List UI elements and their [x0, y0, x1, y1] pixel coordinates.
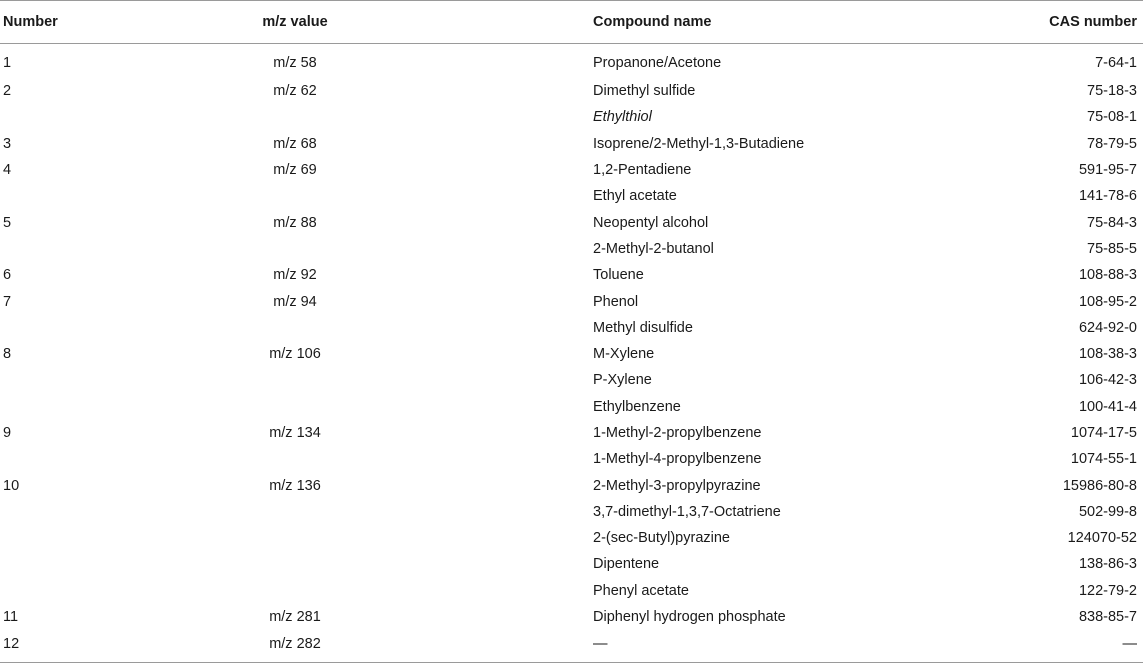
- table-row: [0, 183, 1143, 209]
- cell-compound-name: 2-Methyl-2-butanol: [593, 240, 714, 257]
- cell-cas-number: 1074-17-5: [1070, 425, 1137, 441]
- cell-compound-name: Phenol: [593, 293, 639, 310]
- cell-number: 4: [3, 162, 12, 179]
- cell-number: 12: [0, 630, 195, 663]
- cell-compound-name: Ethylthiol: [593, 109, 652, 126]
- cell-cas-number: 75-08-1: [1087, 109, 1137, 126]
- table-header: [0, 1, 1143, 44]
- cell-compound-name: Diphenyl hydrogen phosphate: [593, 609, 786, 626]
- cell-number: 6: [3, 267, 12, 284]
- cell-mz-value: [195, 446, 395, 472]
- cell-mz-value: m/z 94: [273, 293, 317, 310]
- table-row: [0, 604, 1143, 630]
- cell-mz-value: m/z 282: [195, 630, 395, 663]
- cell-compound-name: Phenyl acetate: [593, 582, 689, 599]
- table-row: [0, 315, 1143, 341]
- cell-number: [0, 446, 195, 472]
- cell-compound-name: Methyl disulfide: [593, 319, 693, 336]
- header-mz-value: m/z value: [195, 1, 395, 44]
- cell-cas-number: 108-38-3: [1078, 346, 1137, 363]
- cell-compound-name: Toluene: [593, 267, 644, 284]
- table-row: [0, 104, 1143, 130]
- cell-cas-number: 7-64-1: [1095, 55, 1137, 71]
- cell-mz-value: m/z 92: [273, 267, 317, 284]
- cell-mz-value: [195, 394, 395, 420]
- cell-mz-value: [195, 183, 395, 209]
- table-body: [0, 44, 1143, 663]
- cell-mz-value: [195, 578, 395, 604]
- table-row: [0, 525, 1143, 551]
- cell-cas-number: 1074-55-1: [1070, 451, 1137, 468]
- cell-number: [0, 367, 195, 393]
- cell-cas-number: 122-79-2: [1078, 582, 1137, 599]
- cell-compound-name: Ethylbenzene: [593, 398, 681, 415]
- cell-cas-number: 838-85-7: [1078, 609, 1137, 626]
- cell-compound-name: P-Xylene: [593, 372, 652, 389]
- table-row: [0, 288, 1143, 314]
- cell-number: [0, 499, 195, 525]
- cell-cas-number: 624-92-0: [1078, 319, 1137, 336]
- table-row: [0, 472, 1143, 498]
- cell-number: [0, 104, 195, 130]
- table-row: [0, 78, 1143, 104]
- cell-mz-value: [195, 367, 395, 393]
- cell-number: [0, 394, 195, 420]
- cell-cas-number: 75-84-3: [1087, 214, 1137, 231]
- cell-number: 2: [3, 83, 12, 100]
- cell-compound-name: Dimethyl sulfide: [593, 83, 696, 100]
- cell-cas-number: 138-86-3: [1078, 556, 1137, 573]
- cell-cas-number: 124070-52: [1067, 530, 1137, 547]
- cell-compound-name: 2-Methyl-3-propylpyrazine: [593, 477, 761, 494]
- cell-mz-value: [195, 499, 395, 525]
- cell-number: [0, 578, 195, 604]
- cell-number: [0, 551, 195, 577]
- cell-compound-name: Dipentene: [593, 556, 660, 573]
- header-number: Number: [0, 1, 195, 44]
- cell-compound-name: Isoprene/2-Methyl-1,3-Butadiene: [593, 135, 805, 152]
- cell-number: 7: [3, 293, 12, 310]
- cell-number: 1: [3, 55, 12, 71]
- cell-compound-name: Neopentyl alcohol: [593, 214, 709, 231]
- cell-cas-number: 78-79-5: [1087, 135, 1137, 152]
- table-row: [0, 157, 1143, 183]
- table-row: [0, 578, 1143, 604]
- cell-cas-number: 108-88-3: [1078, 267, 1137, 284]
- cell-mz-value: [195, 551, 395, 577]
- cell-cas-number: 502-99-8: [1078, 503, 1137, 520]
- table-row: [0, 131, 1143, 157]
- cell-mz-value: m/z 62: [273, 83, 317, 100]
- cell-mz-value: [195, 236, 395, 262]
- cell-compound-name: 3,7-dimethyl-1,3,7-Octatriene: [593, 503, 781, 520]
- cell-mz-value: m/z 58: [273, 55, 317, 71]
- table-row: [0, 44, 1143, 79]
- cell-mz-value: [195, 315, 395, 341]
- cell-number: 8: [3, 346, 12, 363]
- cell-number: [0, 236, 195, 262]
- cell-cas-number: 106-42-3: [1078, 372, 1137, 389]
- cell-number: 5: [3, 214, 12, 231]
- table-row: [0, 394, 1143, 420]
- cell-cas-number: 108-95-2: [1078, 293, 1137, 310]
- cell-mz-value: [195, 525, 395, 551]
- cell-mz-value: m/z 69: [273, 162, 317, 179]
- cell-number: 3: [3, 135, 12, 152]
- cell-compound-name: Ethyl acetate: [593, 188, 677, 205]
- cell-mz-value: [195, 104, 395, 130]
- cell-compound-name: M-Xylene: [593, 346, 655, 363]
- table-row: [0, 446, 1143, 472]
- cell-compound-name: 1-Methyl-4-propylbenzene: [593, 451, 762, 468]
- header-compound-name: Compound name: [395, 1, 925, 44]
- table-row: [0, 262, 1143, 288]
- cell-cas-number: 141-78-6: [1078, 188, 1137, 205]
- table-row: [0, 341, 1143, 367]
- table-row: [0, 630, 1143, 663]
- cell-cas-number: 591-95-7: [1078, 162, 1137, 179]
- cell-cas-number: 100-41-4: [1078, 398, 1137, 415]
- cell-compound-name: 2-(sec-Butyl)pyrazine: [593, 530, 730, 547]
- cell-cas-number: 75-85-5: [1087, 240, 1137, 257]
- cell-number: 10: [3, 477, 20, 494]
- cell-cas-number: 15986-80-8: [1062, 477, 1137, 494]
- cell-compound-name: 1,2-Pentadiene: [593, 162, 692, 179]
- table-row: [0, 236, 1143, 262]
- cell-number: 11: [3, 609, 19, 626]
- cell-number: [0, 525, 195, 551]
- cell-mz-value: m/z 88: [273, 214, 317, 231]
- cell-mz-value: m/z 281: [269, 609, 321, 626]
- cell-compound-name: Propanone/Acetone: [593, 55, 722, 71]
- table-row: [0, 420, 1143, 446]
- table-row: [0, 499, 1143, 525]
- cell-number: 9: [3, 425, 12, 441]
- header-cas-number: CAS number: [925, 1, 1143, 44]
- table-row: [0, 209, 1143, 235]
- table-row: [0, 551, 1143, 577]
- cell-mz-value: m/z 134: [269, 425, 321, 441]
- cell-cas-number: —: [925, 630, 1143, 663]
- cell-compound-name: —: [395, 630, 925, 663]
- table-row: [0, 367, 1143, 393]
- cell-cas-number: 75-18-3: [1087, 83, 1137, 100]
- header-row: [0, 1, 1143, 44]
- cell-number: [0, 315, 195, 341]
- cell-mz-value: m/z 106: [269, 346, 321, 363]
- cell-mz-value: m/z 136: [269, 477, 321, 494]
- cell-compound-name: 1-Methyl-2-propylbenzene: [593, 425, 762, 441]
- cell-number: [0, 183, 195, 209]
- cell-mz-value: m/z 68: [273, 135, 317, 152]
